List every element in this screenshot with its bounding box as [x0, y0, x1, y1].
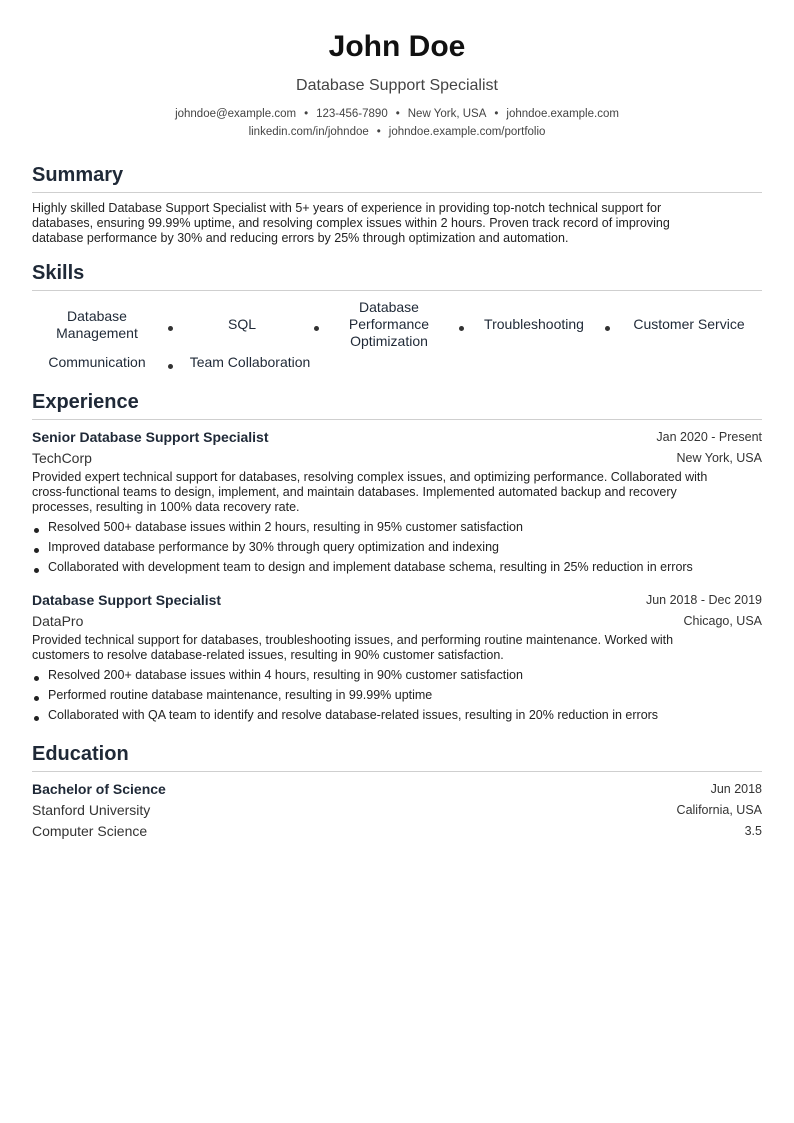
bullet-dot-icon	[34, 528, 39, 533]
skill-line: Optimization	[350, 333, 428, 349]
description-line: Provided expert technical support for databases, resolving complex issues, and optimizing performance. Collaborated with	[32, 470, 708, 484]
summary-line: Highly skilled Database Support Specialist with 5+ years of experience in providing top-notch technical support for	[32, 201, 662, 215]
bullet-dot-icon	[34, 716, 39, 721]
education-divider	[32, 771, 762, 772]
skill-line: SQL	[227, 316, 256, 332]
portfolio-link[interactable]: johndoe.example.com/portfolio	[388, 126, 546, 138]
education-location: California, USA	[676, 803, 762, 817]
bullet-dot-icon	[34, 696, 39, 701]
skill-separator-dot	[459, 326, 464, 331]
job-description	[32, 633, 762, 663]
skill-separator-dot	[168, 364, 173, 369]
education-date: Jun 2018	[710, 782, 762, 796]
education-heading: Education	[32, 743, 129, 765]
bullet-text: Resolved 500+ database issues within 2 hours, resulting in 95% customer satisfaction	[48, 520, 523, 534]
skill-database-performance-optimization	[332, 299, 446, 350]
separator-dot: •	[395, 108, 400, 120]
bullet-text: Resolved 200+ database issues within 4 hours, resulting in 90% customer satisfaction	[48, 668, 523, 682]
job-dates: Jun 2018 - Dec 2019	[645, 593, 762, 607]
candidate-name: John Doe	[328, 30, 466, 63]
skills-heading: Skills	[32, 262, 85, 284]
skill-sql	[202, 316, 282, 333]
skill-line: Performance	[348, 316, 430, 332]
linkedin-link[interactable]: linkedin.com/in/johndoe	[248, 126, 369, 138]
description-line: cross-functional teams to design, implement, and maintain databases. Implemented automated backup and recovery	[32, 485, 677, 499]
bullet-dot-icon	[34, 676, 39, 681]
job-company: DataPro	[32, 613, 84, 629]
experience-divider	[32, 419, 762, 420]
skill-separator-dot	[314, 326, 319, 331]
description-line: processes, resulting in 100% data recovery rate.	[32, 500, 300, 514]
skill-line: Customer Service	[633, 316, 745, 332]
skill-line: Team Collaboration	[189, 354, 311, 370]
job-company: TechCorp	[32, 450, 92, 466]
bullet-text: Improved database performance by 30% through query optimization and indexing	[48, 540, 499, 554]
bullet-text: Collaborated with development team to design and implement database schema, resulting in 25% reduction in errors	[48, 560, 693, 574]
contact-row-2	[32, 126, 762, 138]
skill-line: Communication	[48, 354, 146, 370]
skill-database-management	[32, 308, 162, 342]
summary-line: database performance by 30% and reducing errors by 25% through optimization and automation.	[32, 231, 569, 245]
job-dates: Jan 2020 - Present	[656, 430, 762, 444]
separator-dot: •	[376, 126, 381, 138]
skill-line: Management	[56, 325, 138, 341]
job-description	[32, 470, 762, 515]
description-line: Provided technical support for databases, troubleshooting issues, and performing routine maintenance. Worked with	[32, 633, 674, 647]
skill-customer-service	[622, 316, 756, 333]
bullet-text: Collaborated with QA team to identify and resolve database-related issues, resulting in 20% reduction in errors	[48, 708, 659, 722]
education-field: Computer Science	[32, 823, 148, 839]
phone-text: 123-456-7890	[316, 108, 388, 120]
education-school: Stanford University	[32, 802, 151, 818]
bullet-dot-icon	[34, 568, 39, 573]
experience-heading: Experience	[32, 391, 139, 413]
job-title: Senior Database Support Specialist	[32, 429, 269, 445]
education-gpa: 3.5	[744, 824, 762, 838]
skill-line: Database	[359, 299, 419, 315]
job-title: Database Support Specialist	[32, 592, 222, 608]
description-line: customers to resolve database-related issues, resulting in 90% customer satisfaction.	[32, 648, 504, 662]
website-link[interactable]: johndoe.example.com	[506, 108, 619, 120]
candidate-role: Database Support Specialist	[296, 77, 498, 94]
skills-divider	[32, 290, 762, 291]
education-degree: Bachelor of Science	[32, 781, 166, 797]
bullet-text: Performed routine database maintenance, resulting in 99.99% uptime	[48, 688, 433, 702]
bullet-dot-icon	[34, 548, 39, 553]
summary-divider	[32, 192, 762, 193]
summary-text	[32, 201, 762, 246]
skill-line: Database	[67, 308, 127, 324]
location-text: New York, USA	[407, 108, 487, 120]
summary-heading: Summary	[32, 164, 124, 186]
skill-communication	[32, 354, 162, 371]
separator-dot: •	[494, 108, 499, 120]
job-location: New York, USA	[676, 451, 762, 465]
separator-dot: •	[304, 108, 309, 120]
skill-troubleshooting	[474, 316, 594, 333]
skill-separator-dot	[605, 326, 610, 331]
skill-line: Troubleshooting	[484, 316, 584, 332]
summary-line: databases, ensuring 99.99% uptime, and resolving complex issues within 2 hours. Proven track record of improving	[32, 216, 670, 230]
skill-team-collaboration	[180, 354, 320, 371]
contact-row-1	[32, 108, 762, 120]
job-location: Chicago, USA	[683, 614, 762, 628]
email-link[interactable]: johndoe@example.com	[175, 108, 297, 120]
skill-separator-dot	[168, 326, 173, 331]
